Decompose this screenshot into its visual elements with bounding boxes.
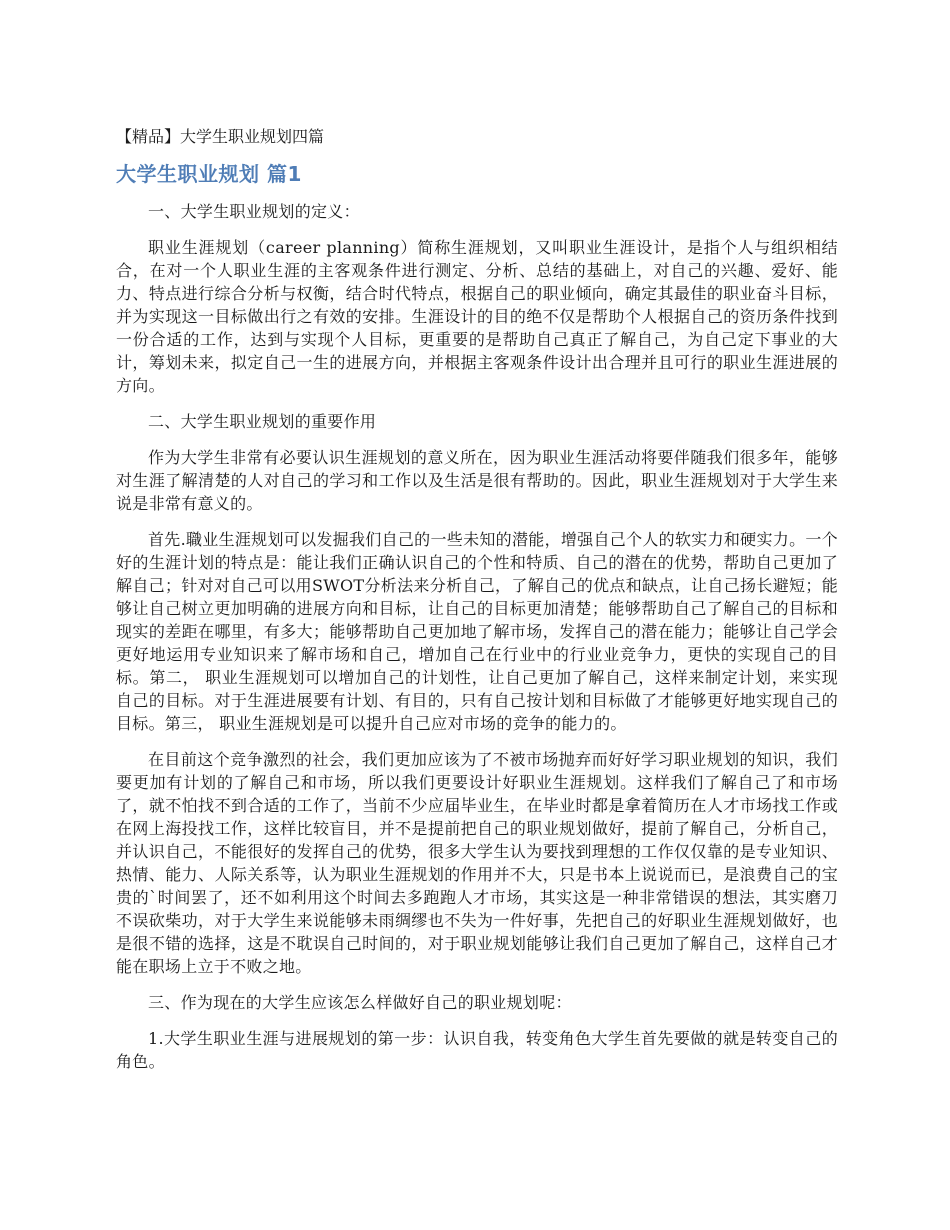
section-heading: 大学生职业规划 篇1: [116, 162, 302, 186]
paragraph-competition: 在目前这个竞争激烈的社会，我们更加应该为了不被市场抛弃而好好学习职业规划的知识，我们要更加有计划的了解自己和市场，所以我们更要设计好职业生涯规划。这样我们了解自己了和市场了，就不怕找不到合适的工作了，当前不少应届毕业生，在毕业时都是拿着简历在人才市场找工作或在网上海投找工作，这样比较盲目，并不是提前把自己的职业规划做好，提前了解自己，分析自己，并认识自己，不能很好的发挥自己的优势，很多大学生认为要找到理想的工作仅仅靠的是专业知识、热情、能力、人际关系等，认为职业生涯规划的作用并不大，只是书本上说说而已，是浪费自己的宝贵的`时间罢了，还不如利用这个时间去多跑跑人才市场，其实这是一种非常错误的想法，其实磨刀不误砍柴功，对于大学生来说能够未雨绸缪也不失为一件好事，先把自己的好职业生涯规划做好，也是很不错的选择，这是不耽误自己时间的，对于职业规划能够让我们自己更加了解自己，这样自己才能在职场上立于不败之地。: [116, 750, 838, 976]
paragraph-benefits: 首先.職业生涯规划可以发掘我们自己的一些未知的潜能，增强自己个人的软实力和硬实力。一个好的生涯计划的特点是：能让我们正确认识自己的个性和特质、自己的潜在的优势，帮助自己更加了解自己；针对对自己可以用SWOT分析法来分析自己，了解自己的优点和缺点，让自己扬长避短；能够让自己树立更加明确的进展方向和目标，让自己的目标更加清楚；能够帮助自己了解自己的目标和现实的差距在哪里，有多大；能够帮助自己更加地了解市场，发挥自己的潜在能力；能够让自己学会更好地运用专业知识来了解市场和自己，增加自己在行业中的行业业竞争力，更快的实现自己的目标。第二， 职业生涯规划可以增加自己的计划性，让自己更加了解自己，这样来制定计划，来实现自己的目标。对于生涯进展要有计划、有目的，只有自己按计划和目标做了才能够更好地实现自己的目标。第三， 职业生涯规划是可以提升自己应对市场的竞争的能力的。: [116, 530, 838, 733]
paragraph-step-one: 1.大学生职业生涯与进展规划的第一步：认识自我，转变角色大学生首先要做的就是转变自己的角色。: [116, 1029, 838, 1071]
paragraph-definition: 职业生涯规划（career planning）简称生涯规划，又叫职业生涯设计，是指个人与组织相结合，在对一个人职业生涯的主客观条件进行测定、分析、总结的基础上，对自己的兴趣、爱好、能力、特点进行综合分析与权衡，结合时代特点，根据自己的职业倾向，确定其最佳的职业奋斗目标，并为实现这一目标做出行之有效的安排。生涯设计的目的绝不仅是帮助个人根据自己的资历条件找到一份合适的工作，达到与实现个人目标，更重要的是帮助自己真正了解自己，为自己定下事业的大计，筹划未来，拟定自己一生的进展方向，并根据主客观条件设计出合理并且可行的职业生涯进展的方向。: [116, 238, 838, 395]
paragraph-definition-heading: 一、大学生职业规划的定义：: [148, 202, 360, 221]
paragraph-importance-heading: 二、大学生职业规划的重要作用: [148, 412, 377, 431]
paragraph-how-to-heading: 三、作为现在的大学生应该怎么样做好自己的职业规划呢：: [148, 993, 572, 1012]
document-title: 【精品】大学生职业规划四篇: [116, 127, 325, 146]
document-body: [116, 125, 838, 1086]
paragraph-importance-intro: 作为大学生非常有必要认识生涯规划的意义所在，因为职业生涯活动将要伴随我们很多年，能够对生涯了解清楚的人对自己的学习和工作以及生活是很有帮助的。因此，职业生涯规划对于大学生来说是非常有意义的。: [116, 448, 838, 513]
